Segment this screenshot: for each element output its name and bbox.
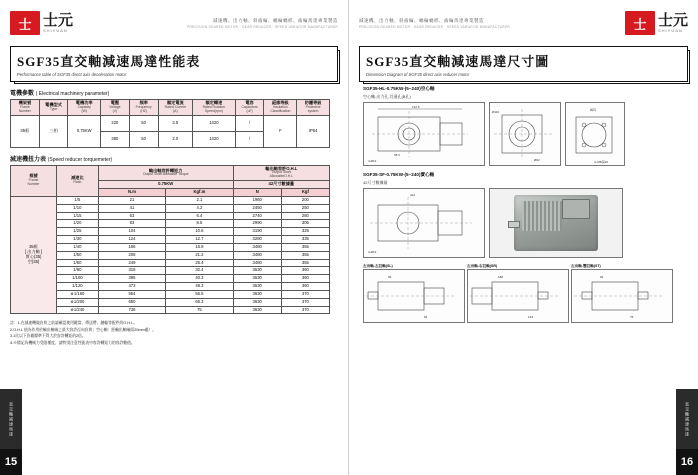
cell-kgfm: 10.6 bbox=[166, 228, 233, 236]
th-allowable-ohl bbox=[233, 165, 329, 181]
th-allowable-torque-cn: 輸出軸容許轉矩力 bbox=[148, 167, 183, 173]
front-view-svg bbox=[364, 103, 484, 165]
view-sl-svg bbox=[364, 270, 464, 322]
drawing-solid-front-view bbox=[363, 188, 485, 258]
table-header-row bbox=[11, 100, 330, 116]
th-capacitor-en: Capacitors bbox=[241, 104, 258, 109]
cell-nm: 650 bbox=[98, 298, 165, 306]
cell-kgf: 200 bbox=[281, 196, 329, 204]
cell-kgf: 355 bbox=[281, 243, 329, 251]
th-allowable-ohl-cn: 輸出軸容許O.H.L bbox=[265, 165, 298, 171]
footnote-1: 註：1.在減速機做負荷之前請確認使用鍵當、傳送帶、鏈輪等配件的O.H.L。 bbox=[10, 321, 137, 326]
th-frame bbox=[11, 100, 40, 116]
th-protection-en2: system bbox=[307, 108, 319, 113]
right-page-header bbox=[349, 0, 698, 40]
cell-type: 三相 bbox=[39, 115, 68, 147]
th-frequency-unit: (HZ) bbox=[140, 108, 148, 113]
th-frequency-en: Frequency bbox=[135, 104, 152, 109]
drawing-a-view bbox=[565, 102, 625, 166]
cell-current: 3.5 bbox=[158, 115, 193, 131]
star-mark: ※ bbox=[70, 290, 74, 296]
cell-n: 3190 bbox=[233, 228, 281, 236]
logo-text-cn: 士元 bbox=[657, 12, 688, 29]
cell-kgf: 250 bbox=[281, 204, 329, 212]
cell-nm: 395 bbox=[98, 275, 165, 283]
logo-mark-icon: 士 bbox=[625, 11, 655, 35]
th-capacity-en: Capacity bbox=[77, 104, 91, 109]
cell-kgf: 360 bbox=[281, 283, 329, 291]
solid-front-svg bbox=[364, 189, 484, 257]
cell-nm: 41 bbox=[98, 204, 165, 212]
torque-table bbox=[10, 165, 330, 315]
th-insulation bbox=[264, 100, 297, 116]
th-frequency-cn: 頻率 bbox=[139, 100, 148, 105]
side-view-svg bbox=[490, 103, 560, 165]
cell-current: 2.0 bbox=[158, 131, 193, 147]
right-page bbox=[349, 0, 698, 475]
th-unit-kgf: Kgf bbox=[281, 189, 329, 197]
cell-ratio-text: 1/160 bbox=[73, 290, 85, 296]
cell-nm: 473 bbox=[98, 283, 165, 291]
cell-n: 3530 bbox=[233, 267, 281, 275]
th-frame-number-en1: Frame bbox=[28, 178, 39, 183]
svg-text:75: 75 bbox=[630, 315, 634, 319]
cell-kgfm: 2.1 bbox=[166, 196, 233, 204]
th-speed-cn: 額定轉速 bbox=[205, 100, 223, 105]
cell-kgf: 370 bbox=[281, 298, 329, 306]
th-voltage-en: Voltage bbox=[109, 104, 121, 109]
diagram-row-solid bbox=[363, 188, 698, 258]
svg-text:188: 188 bbox=[498, 275, 504, 279]
cell-ratio: 1/20 bbox=[57, 220, 99, 228]
th-allowable-torque bbox=[98, 165, 233, 181]
th-torque-power: 0.75KW bbox=[98, 181, 233, 189]
table-row bbox=[11, 298, 330, 306]
table-row bbox=[11, 267, 330, 275]
footnotes bbox=[10, 320, 338, 346]
th-frame-cn: 機架號 bbox=[18, 100, 32, 105]
frame-note-3: 空(35) bbox=[27, 258, 40, 264]
cell-n: 3530 bbox=[233, 275, 281, 283]
th-voltage-unit: (V) bbox=[112, 108, 118, 113]
cell-nm: 249 bbox=[98, 259, 165, 267]
cell-nm: 554 bbox=[98, 290, 165, 298]
frame-note-0: 35框 bbox=[29, 244, 38, 250]
th-allowable-ohl-en1: Output Shaft bbox=[271, 170, 291, 175]
cell-kgfm: 4.2 bbox=[166, 204, 233, 212]
table-row bbox=[11, 196, 330, 204]
th-ratio-en: Ratio bbox=[73, 180, 82, 185]
cell-kgfm: 32.4 bbox=[166, 267, 233, 275]
svg-text:Ø62: Ø62 bbox=[534, 158, 540, 162]
cell-ratio: 1/120 bbox=[57, 283, 99, 291]
section-heading-motor-cn: 電機參數 bbox=[10, 91, 35, 97]
th-current bbox=[158, 100, 193, 116]
cell-insulation: F bbox=[264, 115, 297, 147]
cell-kgf: 280 bbox=[281, 212, 329, 220]
view-label-sl: 左出軸-左註軸(SL) bbox=[363, 264, 393, 268]
footnote-3: 3.1比以下負載標準不得大於容許轉矩的2倍。 bbox=[10, 334, 86, 339]
th-speed-unit: Speed(rpm) bbox=[204, 108, 223, 113]
th-frame-en1: Frame bbox=[19, 104, 30, 109]
logo-text-sub: SHIYUAN bbox=[43, 27, 68, 33]
diagram-label-solid: SGF35-SF-0.75KW-(5~240)實心軸 bbox=[363, 172, 435, 177]
brand-logo bbox=[10, 11, 73, 35]
cell-kgf: 325 bbox=[281, 228, 329, 236]
terminal-box bbox=[562, 199, 590, 219]
table-row bbox=[11, 275, 330, 283]
cell-voltage: 380 bbox=[101, 131, 130, 147]
cell-ratio: 1/80 bbox=[57, 267, 99, 275]
motor-parameter-table bbox=[10, 99, 330, 148]
th-type bbox=[39, 100, 68, 116]
right-page-title-box bbox=[359, 46, 688, 82]
cell-kgfm: 66.3 bbox=[166, 298, 233, 306]
cell-nm: 21 bbox=[98, 196, 165, 204]
a-view-caption: A向 bbox=[590, 108, 596, 112]
table-row bbox=[11, 204, 330, 212]
table-row bbox=[11, 212, 330, 220]
svg-text:132.5: 132.5 bbox=[412, 105, 420, 109]
th-ohl-note: 42尺寸數據量 bbox=[233, 181, 329, 189]
diagram-sub-solid: 42尺寸數據量 bbox=[363, 180, 388, 185]
left-page-title-box bbox=[10, 46, 338, 82]
product-photo-illustration bbox=[514, 195, 598, 251]
svg-text:4-Ø13: 4-Ø13 bbox=[368, 159, 377, 163]
right-page-number: 16 bbox=[676, 449, 698, 475]
header-tagline: 減速機、出力軸、斜齒輪、蝸輪蝸桿、齒輪馬達專業製造 bbox=[213, 17, 338, 23]
cell-kgfm: 56.5 bbox=[166, 290, 233, 298]
table-row bbox=[11, 220, 330, 228]
table-row bbox=[11, 115, 330, 131]
cell-ratio: 1/50 bbox=[57, 251, 99, 259]
left-page-number: 15 bbox=[0, 449, 22, 475]
th-speed-en: Rated Rotation bbox=[202, 104, 226, 109]
th-unit-kgfm: Kgf.m bbox=[166, 189, 233, 197]
th-current-cn: 額定電流 bbox=[166, 100, 184, 105]
view-label-sr: 左出軸-右註軸(SR) bbox=[467, 264, 498, 268]
cell-ratio: 1/100 bbox=[57, 275, 99, 283]
section-heading-torque-cn: 減速機扭力表 bbox=[10, 156, 47, 163]
svg-text:412: 412 bbox=[410, 193, 416, 197]
th-capacity-unit: (W) bbox=[81, 108, 87, 113]
left-page-header bbox=[0, 0, 348, 40]
th-current-en: Rated Current bbox=[164, 104, 186, 109]
th-capacitor bbox=[235, 100, 264, 116]
cell-voltage: 220 bbox=[101, 115, 130, 131]
svg-text:92: 92 bbox=[600, 275, 604, 279]
cell-nm: 104 bbox=[98, 228, 165, 236]
cell-nm: 166 bbox=[98, 243, 165, 251]
svg-text:84: 84 bbox=[424, 315, 428, 319]
diagram-sub-hollow: 空心軸-出力孔,其通孔(B孔) bbox=[363, 94, 411, 99]
svg-text:4~M8深20: 4~M8深20 bbox=[594, 160, 608, 164]
cell-frame: 35框 bbox=[11, 115, 40, 147]
brand-logo bbox=[625, 11, 688, 35]
cell-kgfm: 40.3 bbox=[166, 275, 233, 283]
th-allowable-ohl-en2: AllowableO.H.L bbox=[269, 174, 293, 179]
cell-kgfm: 8.5 bbox=[166, 220, 233, 228]
cell-kgfm: 48.3 bbox=[166, 283, 233, 291]
cell-ratio: 1/25 bbox=[57, 228, 99, 236]
cell-kgf: 360 bbox=[281, 267, 329, 275]
cell-kgfm: 16.9 bbox=[166, 243, 233, 251]
cell-n: 3530 bbox=[233, 283, 281, 291]
section-heading-motor-en: ( Electrical machinery parameter) bbox=[35, 91, 110, 97]
cell-ratio: 1/10 bbox=[57, 204, 99, 212]
drawing-side-view bbox=[489, 102, 561, 166]
cell-frequency: 50 bbox=[129, 115, 158, 131]
th-voltage bbox=[101, 100, 130, 116]
drawing-front-view bbox=[363, 102, 485, 166]
a-view-svg bbox=[566, 103, 624, 165]
th-capacity-cn: 電機功率 bbox=[75, 100, 93, 105]
table-header-row bbox=[11, 165, 330, 181]
cell-kgf: 355 bbox=[281, 259, 329, 267]
cell-n: 3280 bbox=[233, 236, 281, 244]
section-heading-motor bbox=[10, 88, 348, 97]
cell-n: 3630 bbox=[233, 306, 281, 314]
cell-ratio: 1/5 bbox=[57, 196, 99, 204]
svg-text:38.3: 38.3 bbox=[394, 153, 400, 157]
th-protection-cn: 防護等級 bbox=[304, 100, 322, 105]
th-frame-number bbox=[11, 165, 57, 196]
cell-n: 2740 bbox=[233, 212, 281, 220]
cell-ratio bbox=[57, 298, 99, 306]
cell-kgfm: 25.4 bbox=[166, 259, 233, 267]
th-voltage-cn: 電壓 bbox=[110, 100, 120, 105]
cell-n: 2450 bbox=[233, 204, 281, 212]
th-insulation-en2: Classification bbox=[270, 108, 291, 113]
th-current-unit: (A) bbox=[173, 108, 178, 113]
cell-kgfm: 12.7 bbox=[166, 236, 233, 244]
cell-nm: 83 bbox=[98, 220, 165, 228]
th-unit-nm: N.m bbox=[98, 189, 165, 197]
drawing-view-st bbox=[571, 269, 673, 323]
view-st-svg bbox=[572, 270, 672, 322]
th-type-en: Type bbox=[49, 106, 58, 111]
header-tagline-en: PRECISION GEARED MOTOR · GEAR REDUCER · SPEED VARIATOR MANUFACTURER bbox=[359, 24, 510, 29]
logo-text-cn: 士元 bbox=[43, 12, 74, 29]
table-row bbox=[11, 236, 330, 244]
cell-nm: 318 bbox=[98, 267, 165, 275]
cell-frame-group bbox=[11, 196, 57, 313]
cell-kgf: 360 bbox=[281, 275, 329, 283]
cell-protection: IP54 bbox=[297, 115, 330, 147]
cell-capacitor: / bbox=[235, 131, 264, 147]
table-row bbox=[11, 283, 330, 291]
cell-ratio: 1/40 bbox=[57, 243, 99, 251]
section-heading-torque bbox=[10, 154, 348, 163]
th-insulation-en1: Insulation bbox=[273, 104, 288, 109]
photo-product bbox=[489, 188, 623, 258]
table-row bbox=[11, 243, 330, 251]
cell-n: 3630 bbox=[233, 298, 281, 306]
th-allowable-torque-en: Output Shaft Allowable Torque bbox=[142, 172, 189, 177]
footnote-2: 2.O.H.L 值為作用於輸出軸端之最大容許徑向負荷；空心軸：距輸出軸端面20mm處）。 bbox=[10, 327, 157, 332]
table-row bbox=[11, 251, 330, 259]
view-sr-svg bbox=[468, 270, 568, 322]
table-row bbox=[11, 290, 330, 298]
svg-text:Ø110: Ø110 bbox=[492, 110, 500, 114]
cell-n: 2990 bbox=[233, 220, 281, 228]
cell-kgf: 305 bbox=[281, 220, 329, 228]
page-title: SGF35直交軸減速馬達尺寸圖 bbox=[366, 54, 550, 69]
cell-ratio: 1/15 bbox=[57, 212, 99, 220]
cell-kgfm: 75 bbox=[166, 306, 233, 314]
frame-note-2: 實心(35) bbox=[25, 254, 42, 260]
drawing-view-sl bbox=[363, 269, 465, 323]
svg-text:99: 99 bbox=[388, 275, 392, 279]
diagram-label-hollow: SGF35-HL-0.75KW-(5~240)空心軸 bbox=[363, 86, 435, 91]
page-subtitle: Performance table of SGF35 direct axis deceleration motor bbox=[17, 72, 127, 77]
cell-kgfm: 21.2 bbox=[166, 251, 233, 259]
th-insulation-cn: 絕緣等級 bbox=[271, 100, 289, 105]
header-tagline: 減速機、出力軸、斜齒輪、蝸輪蝸桿、齒輪馬達專業製造 bbox=[359, 17, 484, 23]
th-frame-en2: Number bbox=[18, 108, 31, 113]
th-protection bbox=[297, 100, 330, 116]
cell-capacitor: / bbox=[235, 115, 264, 131]
cell-kgf: 370 bbox=[281, 306, 329, 314]
cell-n: 3630 bbox=[233, 290, 281, 298]
cell-ratio: 1/30 bbox=[57, 236, 99, 244]
cell-ratio-text: 1/200 bbox=[73, 298, 85, 304]
th-type-cn: 電機型式 bbox=[45, 101, 62, 107]
motor-fins bbox=[522, 201, 562, 231]
th-protection-en1: Protective bbox=[305, 104, 321, 109]
right-side-tab: 直交軸減速馬達 bbox=[676, 389, 698, 449]
table-row bbox=[11, 259, 330, 267]
th-capacitor-cn: 電容 bbox=[245, 100, 254, 105]
header-tagline-en: PRECISION GEARED MOTOR · GEAR REDUCER · SPEED VARIATOR MANUFACTURER bbox=[187, 24, 338, 29]
logo-mark-icon: 士 bbox=[10, 11, 40, 35]
cell-speed: 1420 bbox=[193, 115, 236, 131]
th-ratio bbox=[57, 165, 99, 196]
cell-speed: 1420 bbox=[193, 131, 236, 147]
frame-note-1: [ 出力軸 ] bbox=[24, 249, 43, 255]
svg-text:134: 134 bbox=[528, 315, 534, 319]
th-unit-n: N bbox=[233, 189, 281, 197]
cell-ratio-text: 1/240 bbox=[73, 306, 85, 312]
svg-text:4-Ø13: 4-Ø13 bbox=[368, 250, 377, 254]
star-mark: ※ bbox=[70, 306, 74, 312]
th-speed bbox=[193, 100, 236, 116]
table-row bbox=[11, 306, 330, 314]
cell-n: 3480 bbox=[233, 259, 281, 267]
drawing-view-sr bbox=[467, 269, 569, 323]
th-capacitor-unit: (uF) bbox=[246, 108, 253, 113]
cell-nm: 63 bbox=[98, 212, 165, 220]
section-heading-torque-en: (Speed reducer torquemeter) bbox=[47, 156, 113, 163]
star-mark: ※ bbox=[70, 298, 74, 304]
cell-n: 1960 bbox=[233, 196, 281, 204]
diagram-row-hollow bbox=[363, 102, 698, 166]
page-subtitle: Dimension Diagram of SGF35 direct axis reducer motor bbox=[366, 72, 470, 77]
cell-frequency: 50 bbox=[129, 131, 158, 147]
view-label-st: 左出軸-雙註軸(ST) bbox=[571, 264, 601, 268]
cell-kgf: 335 bbox=[281, 236, 329, 244]
cell-n: 3480 bbox=[233, 243, 281, 251]
th-frame-number-en2: Number bbox=[27, 182, 40, 187]
th-capacity bbox=[68, 100, 101, 116]
cell-ratio bbox=[57, 290, 99, 298]
cell-nm: 208 bbox=[98, 251, 165, 259]
page-title: SGF35直交軸減速馬達性能表 bbox=[17, 54, 201, 69]
th-frame-number-cn: 框號 bbox=[29, 173, 38, 179]
table-row bbox=[11, 228, 330, 236]
cell-kgf: 370 bbox=[281, 290, 329, 298]
left-side-tab: 直交軸減速馬達 bbox=[0, 389, 22, 449]
logo-text-sub: SHIYUAN bbox=[657, 27, 683, 33]
cell-ratio: 1/60 bbox=[57, 259, 99, 267]
cell-nm: 124 bbox=[98, 236, 165, 244]
cell-capacity: 0.75KW bbox=[68, 115, 101, 147]
cell-kgfm: 6.4 bbox=[166, 212, 233, 220]
output-shaft bbox=[508, 221, 520, 228]
footnote-4: 4.※標記為機械力受限種度，請特別注意性能表中容許轉矩力的容許數值。 bbox=[10, 340, 135, 345]
th-ratio-cn: 減速比 bbox=[71, 175, 84, 181]
th-frequency bbox=[129, 100, 158, 116]
cell-n: 3480 bbox=[233, 251, 281, 259]
cell-kgf: 355 bbox=[281, 251, 329, 259]
cell-ratio bbox=[57, 306, 99, 314]
cell-nm: 736 bbox=[98, 306, 165, 314]
